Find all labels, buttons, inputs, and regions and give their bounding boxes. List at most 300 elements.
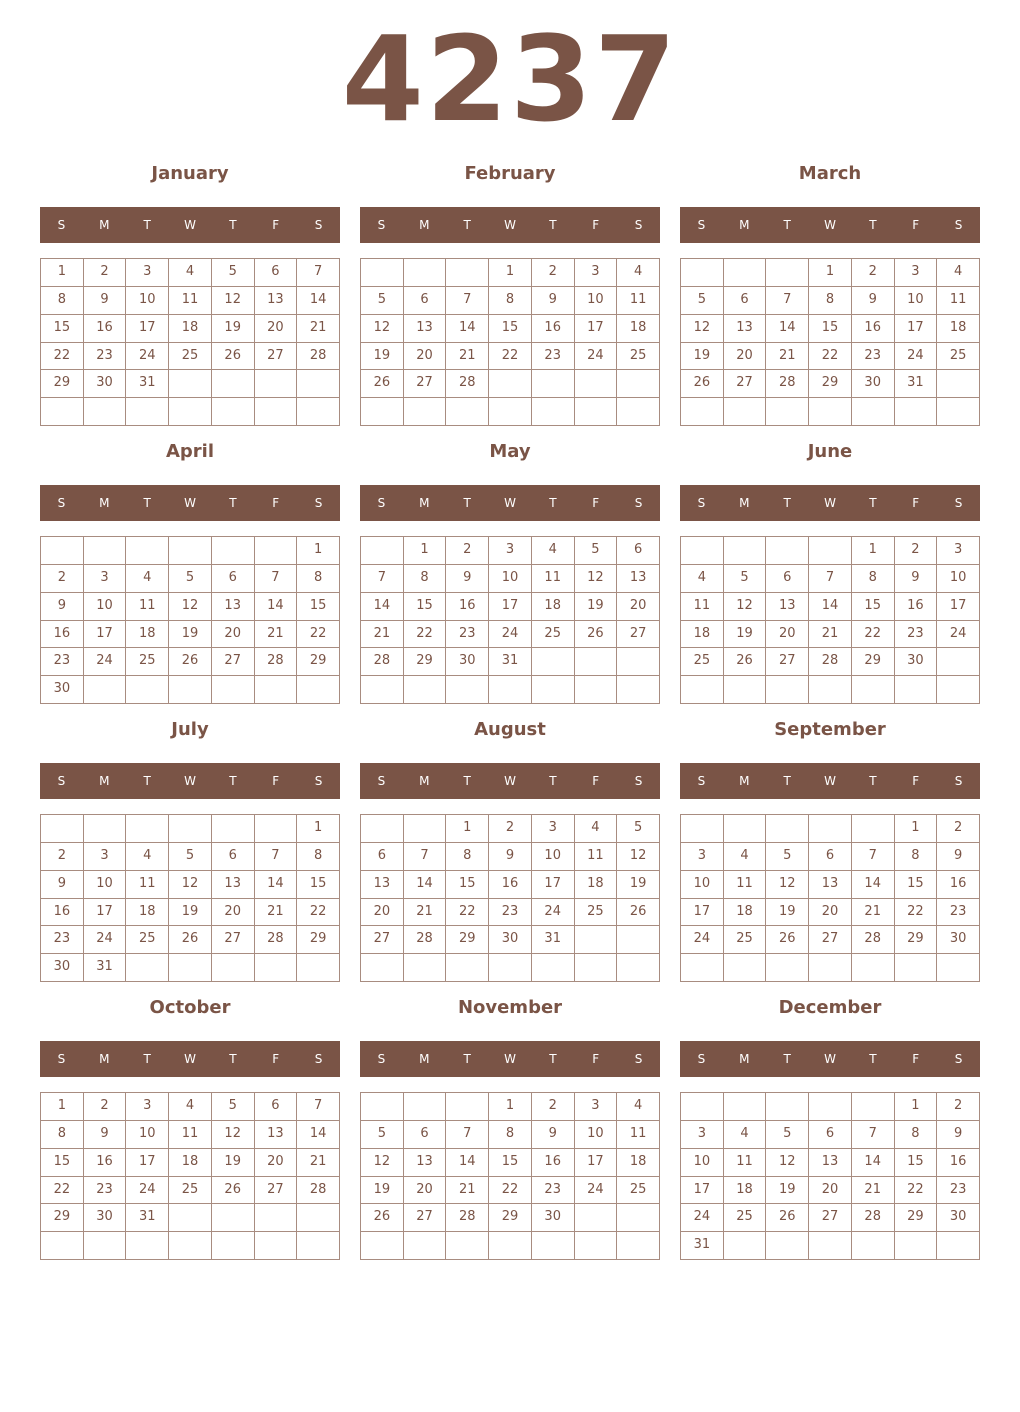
day-cell: 6 (212, 843, 255, 871)
empty-day-cell (84, 815, 127, 843)
day-cell: 15 (852, 593, 895, 621)
day-cell: 4 (169, 259, 212, 287)
day-cell: 16 (937, 871, 980, 899)
empty-day-cell (575, 370, 618, 398)
day-cell: 30 (852, 370, 895, 398)
day-cell: 6 (809, 843, 852, 871)
day-cell: 9 (489, 843, 532, 871)
weekday-label: F (912, 774, 920, 788)
day-cell: 27 (361, 926, 404, 954)
day-cell: 14 (809, 593, 852, 621)
day-cell: 7 (297, 1093, 340, 1121)
day-cell: 21 (852, 1177, 895, 1205)
day-cell: 23 (446, 621, 489, 649)
day-cell: 23 (84, 343, 127, 371)
day-cell: 15 (41, 315, 84, 343)
empty-day-cell (809, 815, 852, 843)
day-cell: 28 (255, 926, 298, 954)
day-cell: 29 (297, 648, 340, 676)
day-cell: 18 (169, 315, 212, 343)
empty-day-cell (852, 815, 895, 843)
empty-day-cell (169, 954, 212, 982)
empty-day-cell (809, 676, 852, 704)
empty-day-cell (446, 398, 489, 426)
day-cell: 4 (681, 565, 724, 593)
empty-day-cell (489, 676, 532, 704)
day-cell: 20 (361, 899, 404, 927)
day-cell: 9 (937, 1121, 980, 1149)
day-cell: 8 (404, 565, 447, 593)
empty-day-cell (255, 1232, 298, 1260)
empty-day-cell (895, 676, 938, 704)
day-cell: 11 (126, 871, 169, 899)
day-cell: 19 (212, 1149, 255, 1177)
day-cell: 17 (84, 899, 127, 927)
day-cell: 16 (489, 871, 532, 899)
weekday-label: S (314, 496, 323, 510)
day-cell: 24 (84, 926, 127, 954)
empty-day-cell (361, 537, 404, 565)
day-cell: 24 (575, 343, 618, 371)
day-cell: 8 (297, 565, 340, 593)
day-cell: 23 (532, 1177, 575, 1205)
empty-day-cell (41, 815, 84, 843)
weekday-header (360, 207, 660, 243)
day-cell: 15 (489, 1149, 532, 1177)
day-cell: 5 (169, 843, 212, 871)
day-cell: 8 (489, 287, 532, 315)
day-cell: 5 (212, 1093, 255, 1121)
day-cell: 8 (852, 565, 895, 593)
weekday-label: W (824, 496, 836, 510)
empty-day-cell (169, 1204, 212, 1232)
day-cell: 28 (766, 370, 809, 398)
empty-day-cell (404, 1232, 447, 1260)
empty-day-cell (297, 676, 340, 704)
weekday-header (40, 763, 340, 799)
day-grid (360, 536, 660, 704)
day-cell: 20 (212, 899, 255, 927)
day-cell: 31 (489, 648, 532, 676)
empty-day-cell (681, 537, 724, 565)
weekday-label: M (99, 218, 110, 232)
empty-day-cell (724, 1093, 767, 1121)
empty-day-cell (446, 259, 489, 287)
day-cell: 27 (809, 1204, 852, 1232)
day-cell: 22 (809, 343, 852, 371)
day-cell: 31 (126, 1204, 169, 1232)
day-cell: 30 (532, 1204, 575, 1232)
day-cell: 19 (766, 1177, 809, 1205)
empty-day-cell (169, 398, 212, 426)
day-cell: 29 (895, 1204, 938, 1232)
month-name: October (149, 997, 231, 1018)
empty-day-cell (617, 926, 660, 954)
day-cell: 23 (489, 899, 532, 927)
day-cell: 21 (255, 899, 298, 927)
empty-day-cell (212, 1232, 255, 1260)
day-cell: 3 (681, 843, 724, 871)
day-cell: 6 (255, 259, 298, 287)
day-cell: 22 (297, 621, 340, 649)
empty-day-cell (937, 398, 980, 426)
day-cell: 18 (532, 593, 575, 621)
weekday-label: T (783, 496, 791, 510)
day-cell: 17 (681, 899, 724, 927)
day-cell: 2 (84, 1093, 127, 1121)
day-cell: 22 (404, 621, 447, 649)
weekday-header (680, 207, 980, 243)
day-cell: 24 (84, 648, 127, 676)
empty-day-cell (297, 954, 340, 982)
day-cell: 23 (937, 1177, 980, 1205)
day-cell: 22 (41, 343, 84, 371)
day-cell: 4 (937, 259, 980, 287)
empty-day-cell (84, 676, 127, 704)
empty-day-cell (809, 537, 852, 565)
day-cell: 17 (937, 593, 980, 621)
weekday-label: S (954, 218, 963, 232)
day-cell: 6 (212, 565, 255, 593)
day-cell: 14 (361, 593, 404, 621)
day-cell: 24 (681, 926, 724, 954)
day-cell: 8 (809, 287, 852, 315)
weekday-label: T (783, 218, 791, 232)
day-cell: 2 (532, 259, 575, 287)
day-cell: 29 (41, 370, 84, 398)
empty-day-cell (446, 676, 489, 704)
day-cell: 19 (681, 343, 724, 371)
weekday-label: W (824, 1052, 836, 1066)
day-cell: 31 (532, 926, 575, 954)
day-cell: 1 (41, 259, 84, 287)
day-cell: 25 (169, 1177, 212, 1205)
day-cell: 14 (852, 871, 895, 899)
day-cell: 19 (724, 621, 767, 649)
day-cell: 18 (724, 1177, 767, 1205)
day-cell: 1 (489, 1093, 532, 1121)
day-cell: 1 (852, 537, 895, 565)
month-name: August (474, 719, 546, 740)
day-cell: 20 (809, 899, 852, 927)
day-cell: 3 (937, 537, 980, 565)
day-cell: 4 (617, 1093, 660, 1121)
empty-day-cell (575, 648, 618, 676)
day-cell: 10 (84, 871, 127, 899)
empty-day-cell (361, 676, 404, 704)
day-cell: 11 (724, 871, 767, 899)
empty-day-cell (212, 398, 255, 426)
day-grid (680, 814, 980, 982)
day-cell: 11 (169, 1121, 212, 1149)
empty-day-cell (212, 1204, 255, 1232)
day-cell: 13 (766, 593, 809, 621)
weekday-label: S (377, 1052, 386, 1066)
day-cell: 11 (575, 843, 618, 871)
empty-day-cell (404, 676, 447, 704)
weekday-label: T (143, 218, 151, 232)
empty-day-cell (255, 676, 298, 704)
weekday-label: M (99, 774, 110, 788)
empty-day-cell (361, 815, 404, 843)
empty-day-cell (361, 1232, 404, 1260)
empty-day-cell (724, 1232, 767, 1260)
day-cell: 21 (297, 315, 340, 343)
day-cell: 9 (532, 1121, 575, 1149)
day-cell: 9 (937, 843, 980, 871)
day-cell: 22 (489, 1177, 532, 1205)
day-cell: 7 (404, 843, 447, 871)
day-cell: 30 (895, 648, 938, 676)
day-cell: 16 (84, 1149, 127, 1177)
weekday-label: S (314, 218, 323, 232)
empty-day-cell (255, 954, 298, 982)
day-cell: 27 (724, 370, 767, 398)
day-cell: 17 (532, 871, 575, 899)
empty-day-cell (617, 676, 660, 704)
empty-day-cell (361, 259, 404, 287)
day-cell: 12 (724, 593, 767, 621)
empty-day-cell (212, 954, 255, 982)
empty-day-cell (575, 676, 618, 704)
weekday-label: T (229, 774, 237, 788)
day-cell: 1 (404, 537, 447, 565)
day-cell: 29 (297, 926, 340, 954)
weekday-label: T (143, 1052, 151, 1066)
day-cell: 4 (617, 259, 660, 287)
day-cell: 23 (84, 1177, 127, 1205)
day-cell: 17 (681, 1177, 724, 1205)
day-cell: 10 (84, 593, 127, 621)
empty-day-cell (852, 1093, 895, 1121)
weekday-label: T (229, 496, 237, 510)
weekday-label: M (99, 1052, 110, 1066)
weekday-label: F (592, 496, 600, 510)
day-cell: 25 (126, 926, 169, 954)
day-cell: 3 (84, 843, 127, 871)
day-cell: 24 (489, 621, 532, 649)
day-cell: 14 (766, 315, 809, 343)
weekday-label: F (912, 218, 920, 232)
weekday-label: T (549, 218, 557, 232)
empty-day-cell (766, 1093, 809, 1121)
empty-day-cell (575, 398, 618, 426)
day-cell: 10 (126, 287, 169, 315)
day-cell: 6 (404, 287, 447, 315)
day-cell: 19 (361, 1177, 404, 1205)
weekday-label: M (739, 1052, 750, 1066)
day-cell: 5 (766, 843, 809, 871)
empty-day-cell (852, 1232, 895, 1260)
day-cell: 27 (212, 926, 255, 954)
empty-day-cell (532, 398, 575, 426)
day-cell: 13 (809, 871, 852, 899)
day-cell: 17 (575, 315, 618, 343)
day-cell: 20 (212, 621, 255, 649)
empty-day-cell (766, 954, 809, 982)
day-cell: 18 (617, 315, 660, 343)
day-cell: 10 (532, 843, 575, 871)
day-cell: 30 (84, 1204, 127, 1232)
day-cell: 26 (361, 1204, 404, 1232)
day-cell: 26 (617, 899, 660, 927)
empty-day-cell (404, 815, 447, 843)
day-cell: 2 (84, 259, 127, 287)
empty-day-cell (126, 1232, 169, 1260)
weekday-label: F (592, 1052, 600, 1066)
day-cell: 3 (126, 259, 169, 287)
empty-day-cell (255, 370, 298, 398)
day-cell: 7 (766, 287, 809, 315)
day-cell: 26 (361, 370, 404, 398)
day-cell: 26 (169, 648, 212, 676)
day-cell: 7 (446, 287, 489, 315)
day-cell: 3 (895, 259, 938, 287)
weekday-label: W (184, 1052, 196, 1066)
empty-day-cell (532, 1232, 575, 1260)
day-cell: 12 (169, 871, 212, 899)
empty-day-cell (681, 954, 724, 982)
empty-day-cell (617, 954, 660, 982)
day-cell: 30 (937, 1204, 980, 1232)
day-cell: 17 (84, 621, 127, 649)
empty-day-cell (852, 676, 895, 704)
day-cell: 11 (617, 1121, 660, 1149)
day-cell: 9 (41, 871, 84, 899)
day-cell: 7 (361, 565, 404, 593)
empty-day-cell (126, 398, 169, 426)
weekday-label: F (272, 218, 280, 232)
day-cell: 24 (532, 899, 575, 927)
month-name: April (165, 441, 215, 462)
day-cell: 31 (126, 370, 169, 398)
day-cell: 3 (681, 1121, 724, 1149)
weekday-label: S (57, 1052, 66, 1066)
day-cell: 23 (41, 926, 84, 954)
day-grid (40, 258, 340, 426)
day-cell: 15 (297, 593, 340, 621)
day-cell: 13 (809, 1149, 852, 1177)
day-cell: 20 (766, 621, 809, 649)
weekday-label: M (419, 218, 430, 232)
day-cell: 2 (532, 1093, 575, 1121)
day-cell: 9 (446, 565, 489, 593)
day-cell: 1 (297, 537, 340, 565)
weekday-header (680, 1041, 980, 1077)
day-cell: 29 (895, 926, 938, 954)
day-cell: 20 (724, 343, 767, 371)
day-grid (40, 814, 340, 982)
day-cell: 25 (617, 1177, 660, 1205)
day-cell: 26 (724, 648, 767, 676)
day-cell: 12 (575, 565, 618, 593)
empty-day-cell (169, 370, 212, 398)
empty-day-cell (617, 398, 660, 426)
day-cell: 18 (126, 899, 169, 927)
weekday-label: T (869, 218, 877, 232)
weekday-label: T (549, 774, 557, 788)
weekday-label: W (504, 1052, 516, 1066)
day-cell: 29 (809, 370, 852, 398)
day-cell: 8 (297, 843, 340, 871)
empty-day-cell (724, 537, 767, 565)
weekday-label: F (912, 1052, 920, 1066)
day-cell: 10 (126, 1121, 169, 1149)
empty-day-cell (361, 398, 404, 426)
empty-day-cell (404, 259, 447, 287)
day-cell: 27 (255, 343, 298, 371)
day-cell: 10 (575, 1121, 618, 1149)
day-cell: 13 (212, 871, 255, 899)
empty-day-cell (126, 954, 169, 982)
day-cell: 23 (937, 899, 980, 927)
empty-day-cell (361, 954, 404, 982)
day-cell: 18 (937, 315, 980, 343)
day-cell: 29 (446, 926, 489, 954)
empty-day-cell (255, 1204, 298, 1232)
day-cell: 4 (724, 1121, 767, 1149)
day-cell: 9 (84, 1121, 127, 1149)
day-cell: 28 (297, 1177, 340, 1205)
empty-day-cell (404, 1093, 447, 1121)
day-cell: 20 (255, 1149, 298, 1177)
weekday-label: M (419, 1052, 430, 1066)
day-cell: 18 (617, 1149, 660, 1177)
day-grid (680, 1092, 980, 1260)
day-cell: 28 (404, 926, 447, 954)
day-cell: 4 (169, 1093, 212, 1121)
weekday-label: F (912, 496, 920, 510)
day-cell: 20 (255, 315, 298, 343)
day-cell: 30 (446, 648, 489, 676)
day-cell: 13 (212, 593, 255, 621)
day-cell: 18 (681, 621, 724, 649)
empty-day-cell (297, 370, 340, 398)
day-cell: 16 (532, 1149, 575, 1177)
empty-day-cell (84, 398, 127, 426)
weekday-label: S (634, 1052, 643, 1066)
day-cell: 19 (212, 315, 255, 343)
day-cell: 28 (446, 1204, 489, 1232)
month-name: November (457, 997, 563, 1018)
empty-day-cell (895, 954, 938, 982)
empty-day-cell (766, 1232, 809, 1260)
day-cell: 28 (297, 343, 340, 371)
day-cell: 27 (404, 370, 447, 398)
day-cell: 26 (766, 1204, 809, 1232)
weekday-label: T (143, 496, 151, 510)
day-cell: 14 (297, 1121, 340, 1149)
empty-day-cell (681, 259, 724, 287)
day-cell: 24 (575, 1177, 618, 1205)
weekday-label: S (634, 496, 643, 510)
day-cell: 23 (41, 648, 84, 676)
weekday-label: M (99, 496, 110, 510)
empty-day-cell (575, 1204, 618, 1232)
day-cell: 30 (489, 926, 532, 954)
day-cell: 11 (681, 593, 724, 621)
day-cell: 8 (895, 1121, 938, 1149)
day-grid (360, 258, 660, 426)
weekday-header (360, 763, 660, 799)
weekday-label: W (184, 218, 196, 232)
empty-day-cell (489, 370, 532, 398)
day-cell: 19 (361, 343, 404, 371)
empty-day-cell (446, 954, 489, 982)
day-cell: 2 (937, 1093, 980, 1121)
day-cell: 21 (404, 899, 447, 927)
day-cell: 14 (446, 1149, 489, 1177)
